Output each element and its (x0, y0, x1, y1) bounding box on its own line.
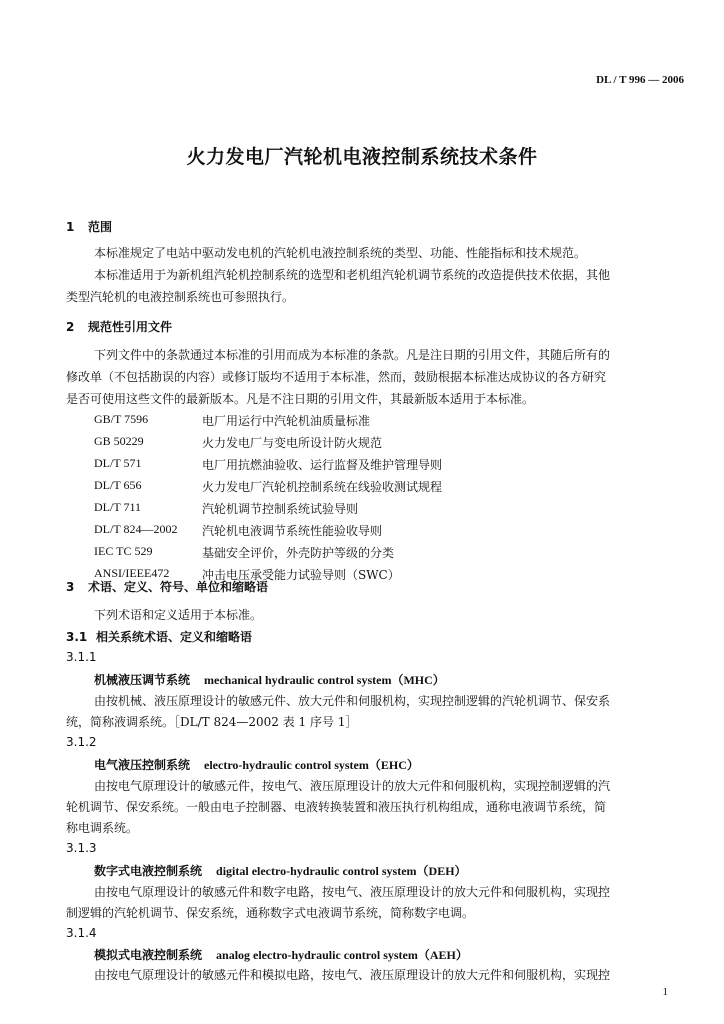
reference-title: 汽轮机电液调节系统性能验收导则 (202, 524, 383, 538)
term-heading (94, 756, 419, 773)
term-en: electro-hydraulic control system（EHC） (204, 758, 419, 772)
reference-code: GB/T 7596 (94, 412, 149, 426)
paragraph-line: 由按机械、液压原理设计的敏感元件、放大元件和伺服机构，实现控制逻辑的汽轮机调节、保安系 (94, 694, 611, 708)
reference-code: DL/T 571 (94, 456, 142, 470)
term-en: digital electro-hydraulic control system（DEH） (216, 864, 467, 878)
reference-title: 基础安全评价，外壳防护等级的分类 (202, 546, 395, 560)
reference-title: 冲击电压承受能力试验导则（SWC） (202, 568, 400, 582)
term-en: analog electro-hydraulic control system（AEH） (216, 948, 468, 962)
paragraph-line: 制逻辑的汽轮机调节、保安系统，通称数字式电液调节系统，简称数字电调。 (66, 906, 475, 920)
term-heading (94, 946, 468, 963)
paragraph-line: 类型汽轮机的电液控制系统也可参照执行。 (66, 290, 295, 304)
subsection-number: 3.1 (66, 630, 88, 644)
paragraph-line: 由按电气原理设计的敏感元件和模拟电路，按电气、液压原理设计的放大元件和伺服机构，实现控 (94, 968, 611, 982)
clause-number: 3.1.1 (66, 650, 97, 664)
term-en: mechanical hydraulic control system（MHC） (204, 673, 445, 687)
reference-title: 火力发电厂与变电所设计防火规范 (202, 436, 383, 450)
page-title: 火力发电厂汽轮机电液控制系统技术条件 (186, 146, 538, 168)
paragraph-line: 是否可使用这些文件的最新版本。凡是不注日期的引用文件，其最新版本适用于本标准。 (66, 392, 535, 406)
paragraph-line: 本标准适用于为新机组汽轮机控制系统的选型和老机组汽轮机调节系统的改造提供技术依据，其他 (94, 268, 611, 282)
paragraph-line: 由按电气原理设计的敏感元件，按电气、液压原理设计的放大元件和伺服机构，实现控制逻辑的汽 (94, 779, 611, 793)
term-zh: 机械液压调节系统 (94, 673, 191, 687)
reference-code: GB 50229 (94, 434, 144, 448)
paragraph-line: 修改单（不包括勘误的内容）或修订版均不适用于本标准，然而，鼓励根据本标准达成协议的各方研究 (66, 370, 607, 384)
reference-title: 电厂用抗燃油验收、运行监督及维护管理导则 (202, 458, 443, 472)
page-number: 1 (662, 986, 668, 998)
section-3-heading (66, 578, 268, 595)
term-heading (94, 862, 467, 879)
reference-code: ANSI/IEEE472 (94, 566, 170, 580)
reference-code: DL/T 656 (94, 478, 142, 492)
reference-code: DL/T 711 (94, 500, 141, 514)
reference-title: 汽轮机调节控制系统试验导则 (202, 502, 359, 516)
section-number: 2 (66, 320, 75, 334)
clause-number: 3.1.3 (66, 841, 97, 855)
reference-title: 火力发电厂汽轮机控制系统在线验收测试规程 (202, 480, 443, 494)
section-title: 规范性引用文件 (88, 320, 173, 334)
section-number: 3 (66, 580, 75, 594)
paragraph-line: 轮机调节、保安系统。一般由电子控制器、电液转换装置和液压执行机构组成，通称电液调节系统，简 (66, 800, 607, 814)
section-number: 1 (66, 220, 75, 234)
paragraph-line: 下列文件中的条款通过本标准的引用而成为本标准的条款。凡是注日期的引用文件，其随后所有的 (94, 348, 611, 362)
paragraph-line: 下列术语和定义适用于本标准。 (94, 608, 263, 622)
section-title: 术语、定义、符号、单位和缩略语 (88, 580, 269, 594)
section-1-heading (66, 218, 112, 235)
reference-title: 电厂用运行中汽轮机油质量标准 (202, 414, 371, 428)
clause-number: 3.1.2 (66, 735, 97, 749)
section-2-heading (66, 318, 172, 335)
subsection-title: 相关系统术语、定义和缩略语 (96, 630, 253, 644)
reference-code: DL/T 824—2002 (94, 522, 178, 536)
clause-number: 3.1.4 (66, 926, 97, 940)
paragraph-line: 本标准规定了电站中驱动发电机的汽轮机电液控制系统的类型、功能、性能指标和技术规范。 (94, 246, 587, 260)
reference-code: IEC TC 529 (94, 544, 153, 558)
section-title: 范围 (88, 220, 113, 234)
paragraph-line: 统，简称液调系统。［DL/T 824—2002 表 1 序号 1］ (66, 715, 358, 729)
paragraph-line: 称电调系统。 (66, 821, 139, 835)
subsection-3-1-heading (66, 628, 252, 645)
term-heading (94, 671, 445, 688)
paragraph-line: 由按电气原理设计的敏感元件和数字电路，按电气、液压原理设计的放大元件和伺服机构，实现控 (94, 885, 611, 899)
term-zh: 模拟式电液控制系统 (94, 948, 203, 962)
term-zh: 数字式电液控制系统 (94, 864, 203, 878)
standard-code: DL / T 996 — 2006 (596, 74, 684, 86)
term-zh: 电气液压控制系统 (94, 758, 191, 772)
